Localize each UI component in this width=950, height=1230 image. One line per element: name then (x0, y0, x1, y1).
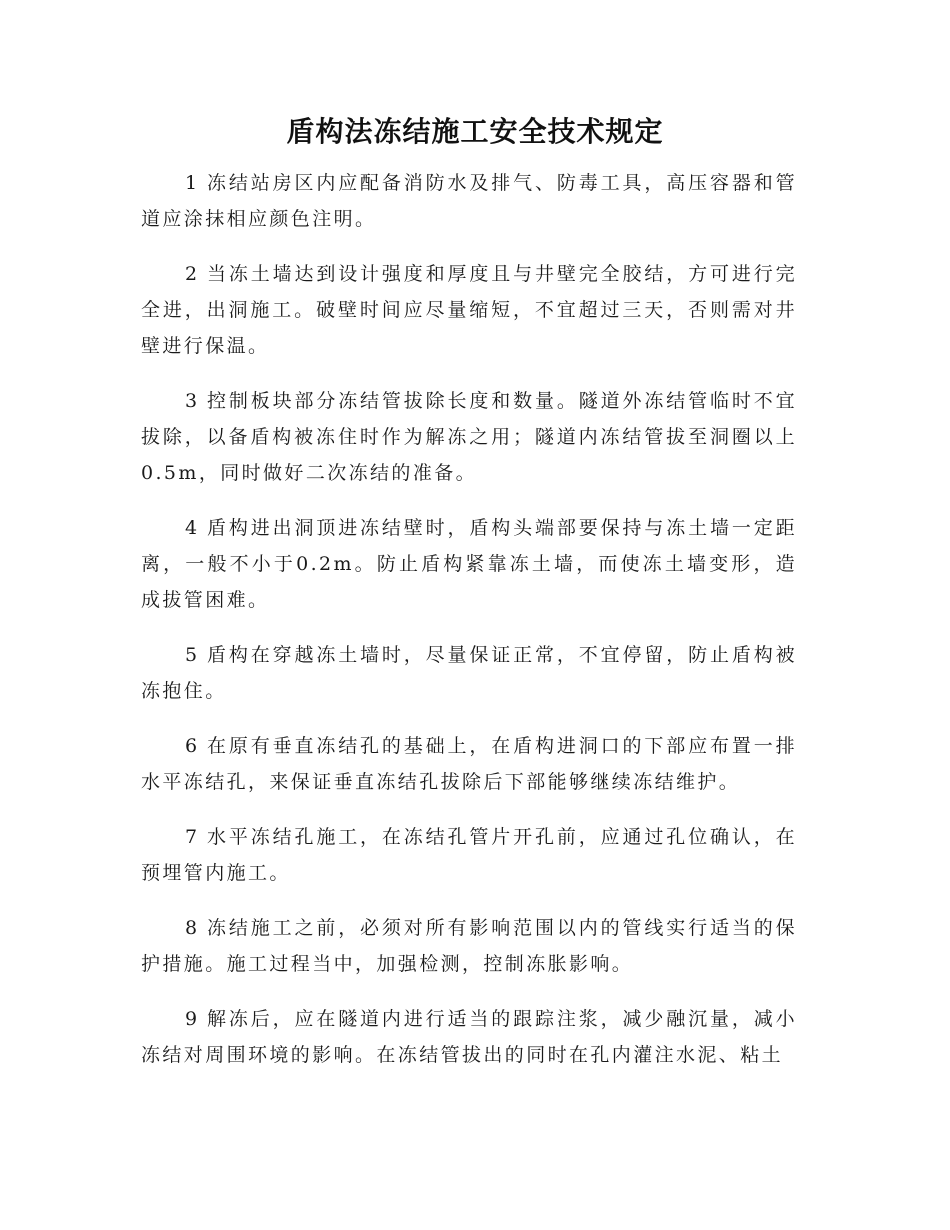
paragraph-text: 在原有垂直冻结孔的基础上，在盾构进洞口的下部应布置一排水平冻结孔，来保证垂直冻结孔拔除后下部能够继续冻结维护。 (141, 735, 797, 793)
paragraph-text: 盾构在穿越冻土墙时，尽量保证正常，不宜停留，防止盾构被冻抱住。 (141, 644, 797, 702)
paragraph-number: 2 (185, 263, 200, 285)
paragraph-3 (141, 383, 797, 491)
paragraph-6 (141, 728, 797, 800)
paragraph-text: 冻结施工之前，必须对所有影响范围以内的管线实行适当的保护措施。施工过程当中，加强检测，控制冻胀影响。 (141, 917, 797, 975)
paragraph-number: 5 (185, 644, 200, 666)
paragraph-1 (141, 165, 797, 237)
paragraph-number: 7 (185, 826, 200, 848)
paragraph-9 (141, 1001, 797, 1073)
document-title: 盾构法冻结施工安全技术规定 (286, 115, 664, 148)
paragraph-text: 盾构进出洞顶进冻结壁时，盾构头端部要保持与冻土墙一定距离，一般不小于0.2m。防止盾构紧靠冻土墙，而使冻土墙变形，造成拔管困难。 (141, 517, 797, 611)
paragraph-number: 9 (185, 1008, 200, 1030)
paragraph-number: 4 (185, 517, 200, 539)
paragraph-text: 水平冻结孔施工，在冻结孔管片开孔前，应通过孔位确认，在预埋管内施工。 (141, 826, 797, 884)
paragraph-text: 控制板块部分冻结管拔除长度和数量。隧道外冻结管临时不宜拔除，以备盾构被冻住时作为解冻之用；隧道内冻结管拔至洞圈以上0.5m，同时做好二次冻结的准备。 (141, 390, 797, 484)
paragraph-number: 1 (185, 172, 200, 194)
paragraph-8 (141, 910, 797, 982)
paragraph-7 (141, 819, 797, 891)
paragraph-text: 冻结站房区内应配备消防水及排气、防毒工具，高压容器和管道应涂抹相应颜色注明。 (141, 172, 797, 230)
document-body (141, 165, 797, 1092)
paragraph-2 (141, 256, 797, 364)
paragraph-text: 当冻土墙达到设计强度和厚度且与井壁完全胶结，方可进行完全进，出洞施工。破壁时间应尽量缩短，不宜超过三天，否则需对井壁进行保温。 (141, 263, 797, 357)
paragraph-number: 3 (185, 390, 200, 412)
paragraph-4 (141, 510, 797, 618)
paragraph-number: 8 (185, 917, 200, 939)
paragraph-text: 解冻后，应在隧道内进行适当的跟踪注浆，减少融沉量，减小冻结对周围环境的影响。在冻结管拔出的同时在孔内灌注水泥、粘土 (141, 1008, 797, 1066)
paragraph-5 (141, 637, 797, 709)
paragraph-number: 6 (185, 735, 200, 757)
